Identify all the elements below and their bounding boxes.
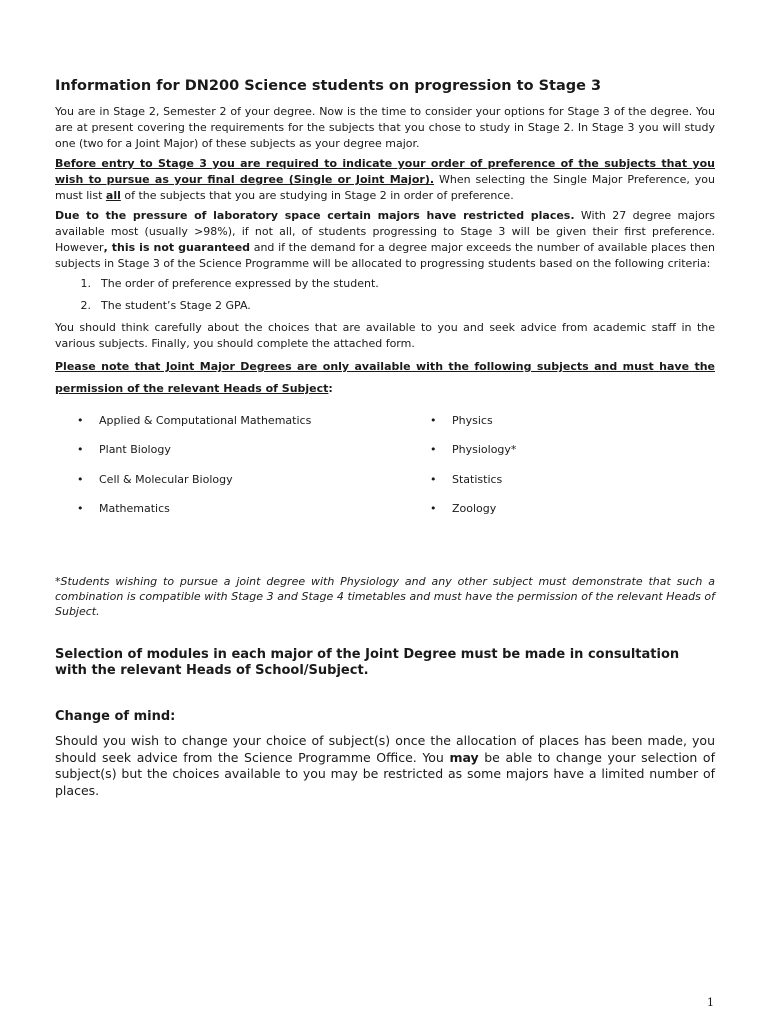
change-may-text: may — [449, 749, 479, 765]
criteria-number: 1. — [80, 277, 91, 290]
joint-note-paragraph — [55, 356, 715, 400]
bullet-icon: • — [77, 443, 84, 456]
criteria-item — [55, 276, 715, 292]
intro-paragraph: You are in Stage 2, Semester 2 of your degree. Now is the time to consider your options for Stage 3 of the degree. You are at present covering the requirements for the subjects that you chose to study in Stage 2. In Stage 3 you will study one (two for a Joint Major) of these subjects as your degree major. — [55, 105, 715, 150]
pressure-paragraph — [55, 208, 715, 272]
bullet-icon: • — [430, 473, 437, 486]
subject-label: Physics — [452, 414, 493, 427]
joint-note-colon: : — [328, 382, 333, 395]
pressure-bold-2: , this is not guaranteed — [103, 241, 251, 254]
change-text-2: be able to change your selection of subject(s) but the choices available to you may be restricted as some majors have a limited number of places. — [55, 749, 715, 798]
change-text-1: Should you wish to change your choice of subject(s) once the allocation of places has been made, you should seek advice from the Science Programme Office. You — [55, 733, 715, 765]
subject-label: Zoology — [452, 502, 497, 515]
criteria-text: The order of preference expressed by the student. — [101, 277, 379, 290]
bullet-icon: • — [430, 414, 437, 427]
bullet-icon: • — [430, 443, 437, 456]
entry-text-2: of the subjects that you are studying in Stage 2 in order of preference. — [120, 189, 514, 202]
entry-text-1: When selecting the Single Major Preference, you must list — [55, 173, 715, 202]
joint-subjects-list — [55, 408, 715, 538]
subject-label: Mathematics — [99, 502, 170, 515]
subject-label: Statistics — [452, 473, 503, 486]
criteria-item — [55, 298, 715, 314]
selection-statement: Selection of modules in each major of the Joint Degree must be made in consultation with the relevant Heads of School/Subject. — [55, 647, 680, 678]
criteria-number: 2. — [80, 299, 91, 312]
pressure-text-1: With 27 degree majors available most (usually >98%), if not all, of students progressing to Stage 3 will be given their first preference. However — [55, 209, 715, 254]
pressure-text-2: and if the demand for a degree major exceeds the number of available places then subjects in Stage 3 of the Science Programme will be allocated to progressing students based on the following criteria: — [55, 241, 715, 270]
page-title: Information for DN200 Science students on progression to Stage 3 — [55, 78, 602, 94]
entry-all-text: all — [105, 189, 121, 202]
change-of-mind-heading: Change of mind: — [55, 709, 176, 724]
entry-paragraph — [55, 156, 715, 204]
criteria-text: The student’s Stage 2 GPA. — [101, 299, 251, 312]
document-content — [55, 78, 715, 799]
bullet-icon: • — [77, 502, 84, 515]
page-number: 1 — [707, 996, 714, 1009]
advice-paragraph: You should think carefully about the choices that are available to you and seek advice from academic staff in the various subjects. Finally, you should complete the attached form. — [55, 321, 715, 350]
subject-label: Cell & Molecular Biology — [99, 473, 233, 486]
bullet-icon: • — [430, 502, 437, 515]
subject-label: Plant Biology — [99, 443, 171, 456]
physiology-footnote: *Students wishing to pursue a joint degree with Physiology and any other subject must demonstrate that such a combination is compatible with Stage 3 and Stage 4 timetables and must have the permission of the relevant Heads of Subject. — [55, 575, 715, 618]
entry-underlined-text: Before entry to Stage 3 you are required to indicate your order of preference of the subjects that you wish to pursue as your final degree (Single or Joint Major). — [55, 157, 715, 186]
subject-label: Physiology* — [452, 443, 517, 456]
criteria-list — [55, 276, 715, 314]
joint-note-underlined: Please note that Joint Major Degrees are only available with the following subjects and must have the permission of the relevant Heads of Subject — [55, 360, 715, 395]
subject-label: Applied & Computational Mathematics — [99, 414, 312, 427]
bullet-icon: • — [77, 414, 84, 427]
bullet-icon: • — [77, 473, 84, 486]
change-of-mind-paragraph — [55, 733, 715, 799]
pressure-bold-text: Due to the pressure of laboratory space certain majors have restricted places. — [55, 209, 575, 222]
